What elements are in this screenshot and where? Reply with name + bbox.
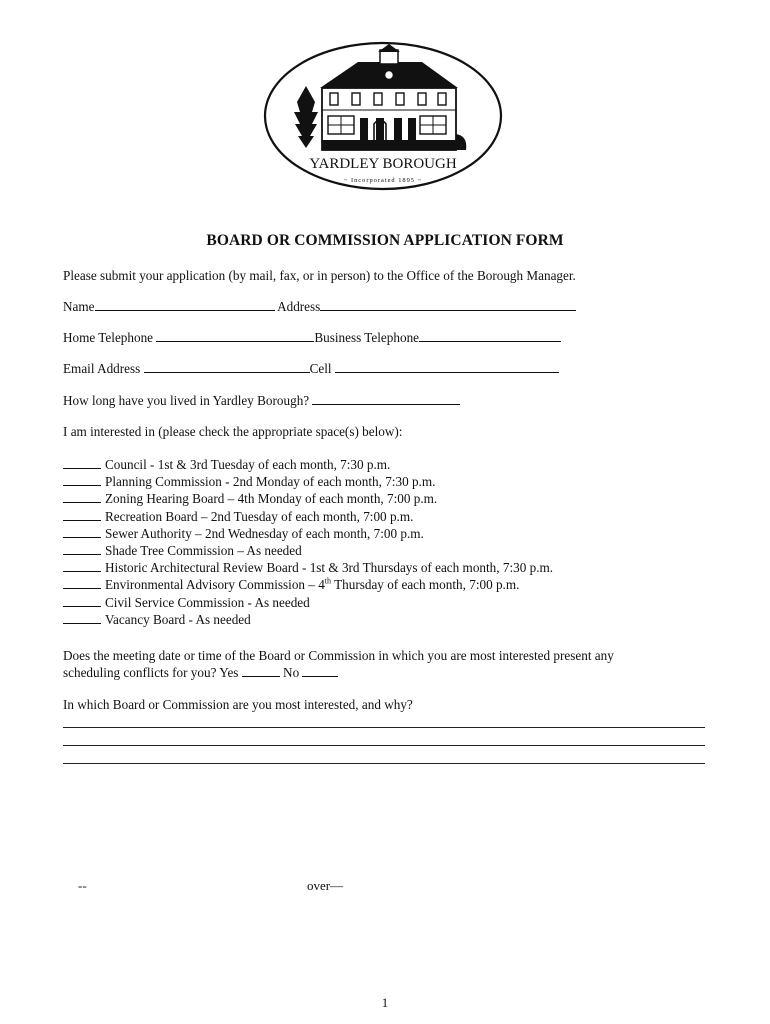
residency-field[interactable] <box>312 392 460 405</box>
name-label: Name <box>63 299 95 314</box>
board-label: Shade Tree Commission – As needed <box>105 543 302 559</box>
interest-prompt: I am interested in (please check the appropriate space(s) below): <box>63 424 403 439</box>
answer-line-1[interactable] <box>63 727 705 728</box>
residency-label: How long have you lived in Yardley Borough? <box>63 393 310 408</box>
logo-name-text: YARDLEY BOROUGH <box>309 156 457 172</box>
board-label: Planning Commission - 2nd Monday of each month, 7:30 p.m. <box>105 474 436 490</box>
cell-field[interactable] <box>335 360 559 373</box>
conflict-question-text: scheduling conflicts for you? Yes <box>63 665 239 680</box>
board-list <box>63 456 553 628</box>
board-item-sewer <box>63 525 553 542</box>
board-item-zoning <box>63 490 553 507</box>
board-checkbox[interactable] <box>63 576 101 589</box>
board-checkbox[interactable] <box>63 611 101 624</box>
home-telephone-label: Home Telephone <box>63 330 154 345</box>
board-item-planning <box>63 473 553 490</box>
conflict-yes-field[interactable] <box>242 664 280 677</box>
board-item-civil-service <box>63 594 553 611</box>
name-address-row <box>63 298 576 315</box>
address-label: Address <box>277 299 321 314</box>
board-label: Council - 1st & 3rd Tuesday of each month, 7:30 p.m. <box>105 457 391 472</box>
board-label: Sewer Authority – 2nd Wednesday of each month, 7:00 p.m. <box>105 525 424 541</box>
board-checkbox[interactable] <box>63 525 101 538</box>
logo-incorporated-text: ~ Incorporated 1895 ~ <box>343 177 423 184</box>
board-checkbox[interactable] <box>63 473 101 486</box>
business-telephone-label: Business Telephone <box>314 330 420 345</box>
board-checkbox[interactable] <box>63 490 101 503</box>
board-item-historic <box>63 559 553 576</box>
telephone-row <box>63 329 561 346</box>
board-checkbox[interactable] <box>63 542 101 555</box>
conflict-no-label: No <box>283 665 300 680</box>
board-item-shade-tree <box>63 542 553 559</box>
answer-line-2[interactable] <box>63 745 705 746</box>
board-item-environmental <box>63 576 553 593</box>
residency-row <box>63 392 460 409</box>
email-field[interactable] <box>144 360 310 373</box>
page-number: 1 <box>381 995 389 1010</box>
board-label: Zoning Hearing Board – 4th Monday of each month, 7:00 p.m. <box>105 491 438 507</box>
board-label: Civil Service Commission - As needed <box>105 594 310 610</box>
answer-line-3[interactable] <box>63 763 705 764</box>
email-label: Email Address <box>63 361 141 376</box>
footer-over: over— <box>307 878 344 893</box>
yardley-borough-logo <box>262 40 504 192</box>
board-label: Historic Architectural Review Board - 1st & 3rd Thursdays of each month, 7:30 p.m. <box>105 560 554 576</box>
instructions-text: Please submit your application (by mail, fax, or in person) to the Office of the Borough Manager. <box>63 268 576 283</box>
board-checkbox[interactable] <box>63 456 101 469</box>
board-label: Recreation Board – 2nd Tuesday of each month, 7:00 p.m. <box>105 508 414 524</box>
board-item-vacancy <box>63 611 553 628</box>
email-cell-row <box>63 360 559 377</box>
board-label-tail: Thursday of each month, 7:00 p.m. <box>331 577 520 593</box>
ordinal-suffix: th <box>324 577 332 587</box>
board-label: Environmental Advisory Commission – 4 <box>105 577 325 593</box>
form-title: BOARD OR COMMISSION APPLICATION FORM <box>206 232 564 249</box>
business-telephone-field[interactable] <box>419 329 561 342</box>
board-item-recreation <box>63 508 553 525</box>
conflict-question-line2 <box>63 664 338 681</box>
board-checkbox[interactable] <box>63 594 101 607</box>
board-checkbox[interactable] <box>63 508 101 521</box>
name-field[interactable] <box>95 298 275 311</box>
most-interested-question: In which Board or Commission are you most interested, and why? <box>63 697 413 712</box>
cell-label: Cell <box>309 361 332 376</box>
conflict-no-field[interactable] <box>302 664 338 677</box>
board-item-council <box>63 456 553 473</box>
board-label: Vacancy Board - As needed <box>105 611 251 627</box>
board-checkbox[interactable] <box>63 559 101 572</box>
footer-dash: -- <box>78 878 87 893</box>
address-field[interactable] <box>320 298 576 311</box>
conflict-question-line1: Does the meeting date or time of the Board or Commission in which you are most interested present any <box>63 648 614 663</box>
home-telephone-field[interactable] <box>156 329 314 342</box>
